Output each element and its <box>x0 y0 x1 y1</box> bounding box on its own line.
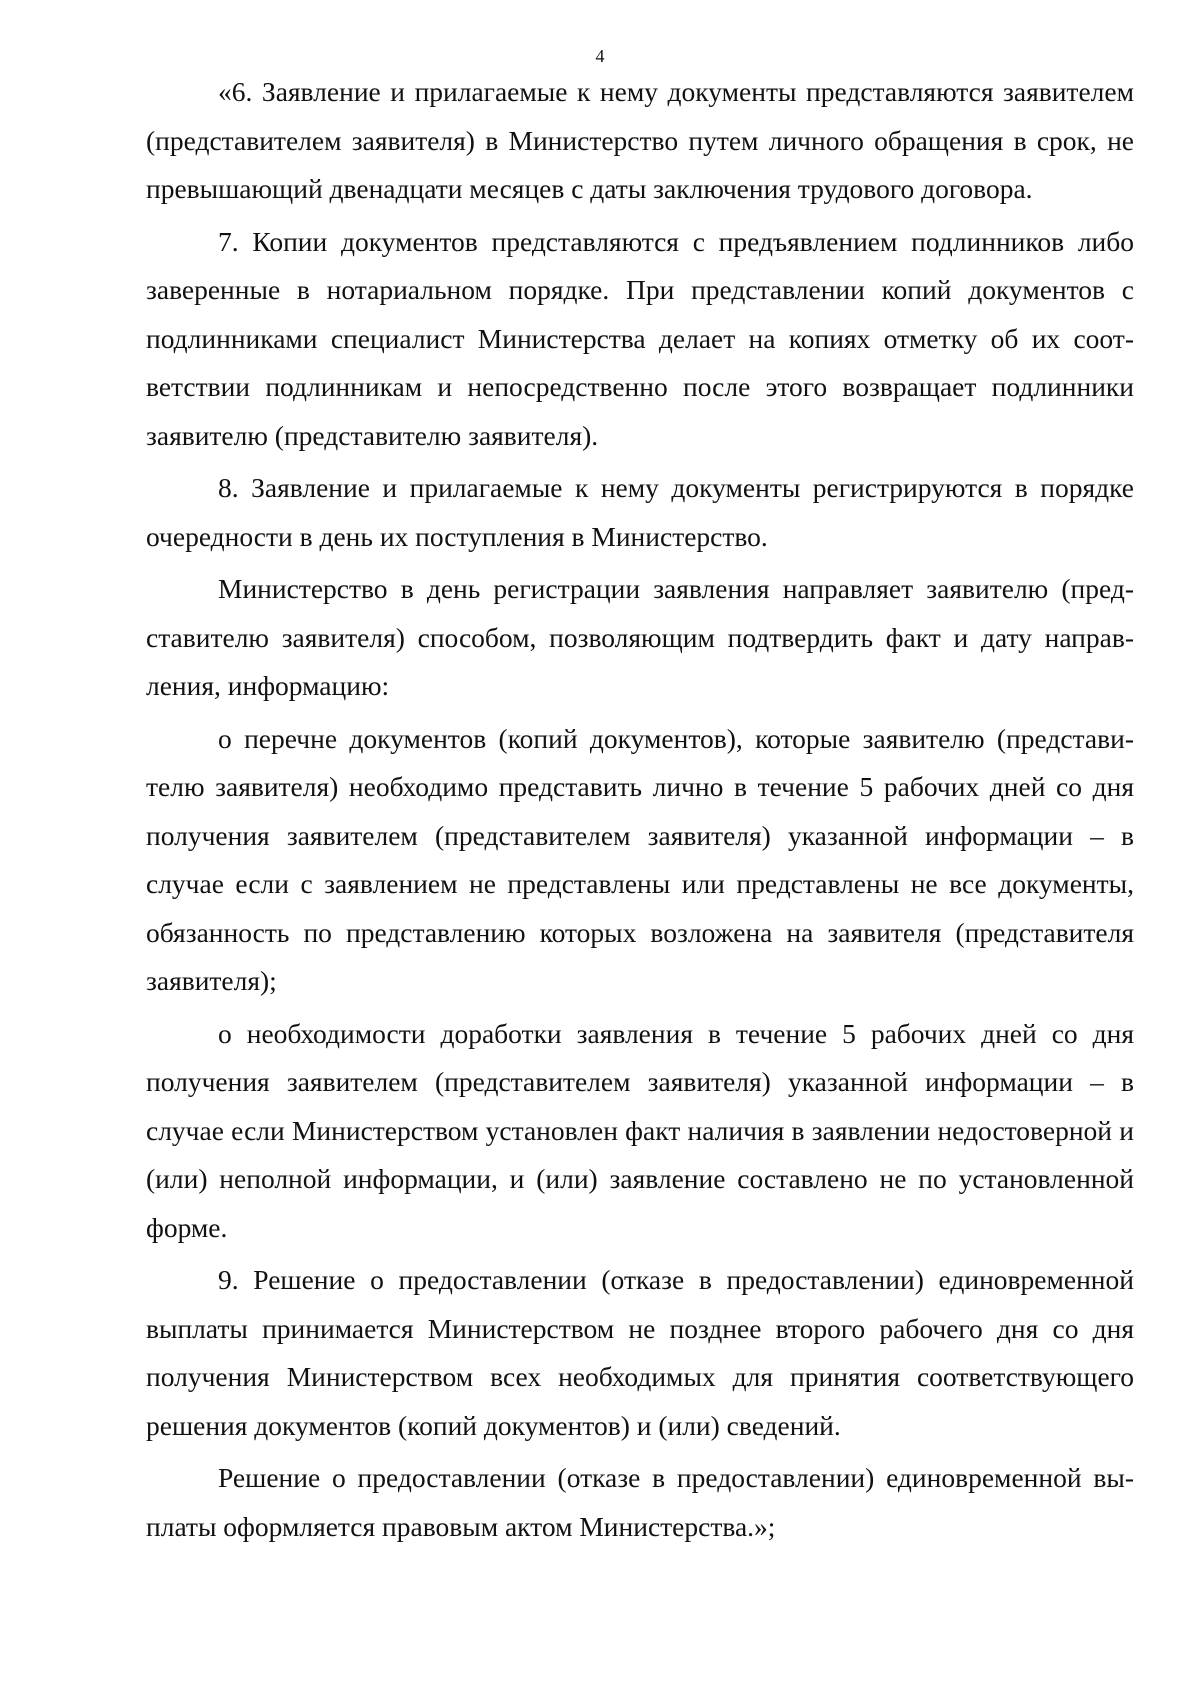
paragraph-decision-act: Решение о предоставлении (отказе в предоставлении) единовременной выплаты оформляется правовым актом Министерства.»; <box>146 1462 1134 1542</box>
paragraph-8: 8. Заявление и прилагаемые к нему документы регистрируются в порядке очередности в день их поступления в Министерство. <box>146 472 1134 552</box>
paragraph-9: 9. Решение о предоставлении (отказе в предоставлении) единовременной выплаты принимается Министерством не позднее второго рабочего дня со дня получения Министерством всех необходимых для принятия соответствующего решения документов (копий документов) и (или) сведений. <box>146 1264 1134 1441</box>
paragraph-registration-notice: Министерство в день регистрации заявления направляет заявителю (представителю заявителя) способом, позволяющим подтвердить факт и дату направления, информацию: <box>146 573 1134 701</box>
page-number: 4 <box>595 46 605 66</box>
paragraph-6: «6. Заявление и прилагаемые к нему документы представляются заявителем (представителем заявителя) в Министерство путем личного обращения в срок, не превышающий двенадцати месяцев с даты заключения трудового договора. <box>146 76 1134 204</box>
paragraph-revision-notice: о необходимости доработки заявления в течение 5 рабочих дней со дня получения заявителем (представителем заявителя) указанной информации – в случае если Министерством установлен факт наличия в заявлении недостоверной и (или) неполной информации, и (или) заявление составлено не по установленной форме. <box>146 1017 1134 1243</box>
paragraph-7: 7. Копии документов представляются с предъявлением подлинников либо заверенные в нотариальном порядке. При представлении копий документов с подлинниками специалист Министерства делает на копиях отметку об их соответствии подлинникам и непосредственно после этого возвращает подлинники заявителю (представителю заявителя). <box>146 225 1134 451</box>
document-body <box>146 68 1134 1555</box>
paragraph-documents-list: о перечне документов (копий документов), которые заявителю (представителю заявителя) необходимо представить лично в течение 5 рабочих дней со дня получения заявителем (представителем заявителя) указанной информации – в случае если с заявлением не представлены или представлены не все документы, обязанность по представлению которых возложена на заявителя (представителя заявителя); <box>146 722 1134 996</box>
